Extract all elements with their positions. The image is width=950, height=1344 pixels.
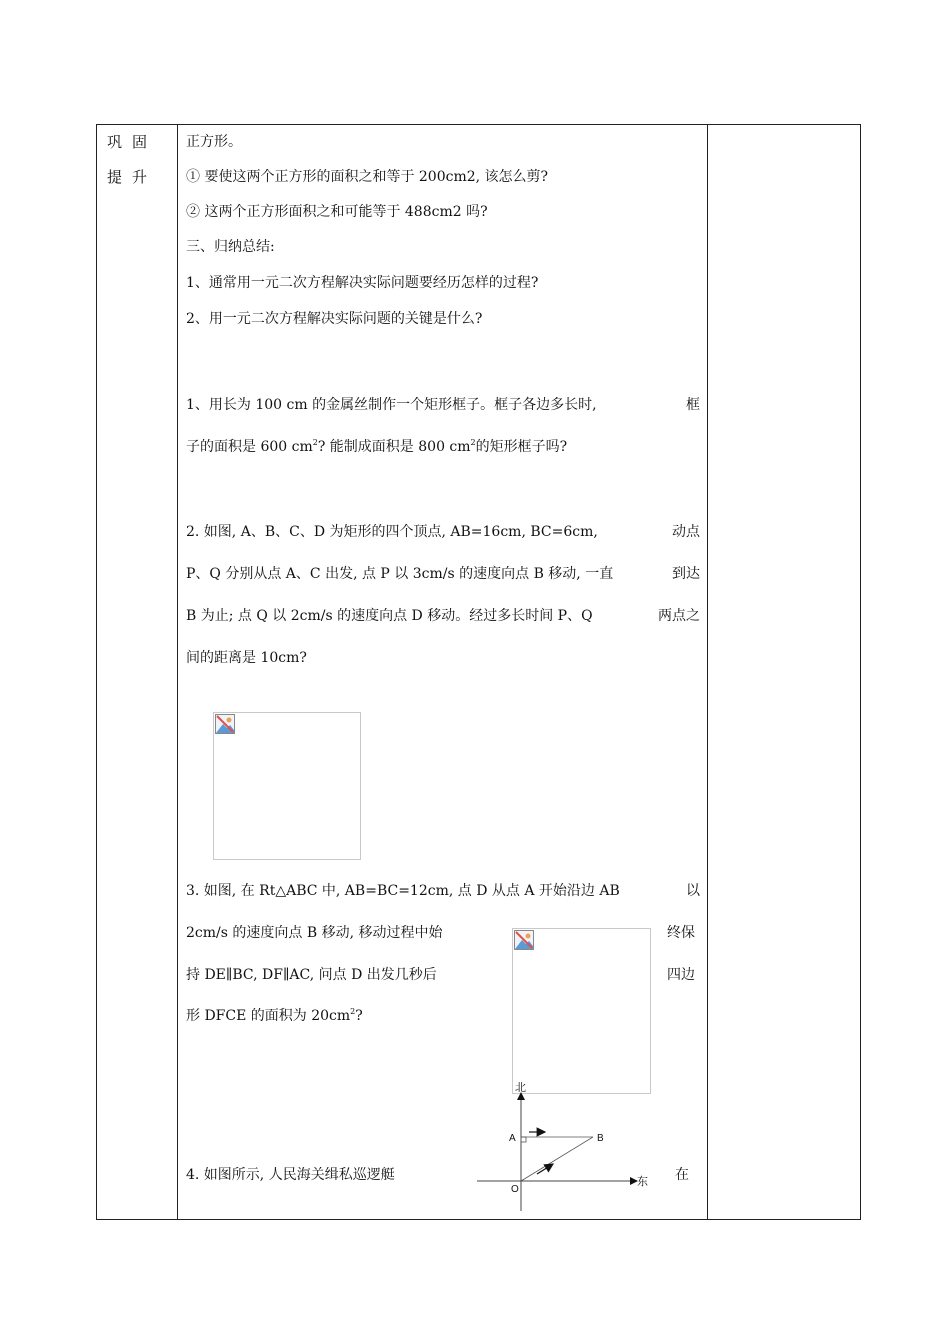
text-line: ① 要使这两个正方形的面积之和等于 200cm2, 该怎么剪?: [186, 169, 549, 185]
column-divider-1: [177, 125, 178, 1219]
figure-placeholder-triangle: [512, 928, 651, 1094]
navigation-figure: [477, 1075, 677, 1215]
east-label: 东: [637, 1176, 648, 1188]
column-divider-2: [707, 125, 708, 1219]
problem3-line2-end: 终保: [667, 925, 695, 941]
arrow-o: [537, 1164, 553, 1174]
right-angle-mark: [521, 1137, 526, 1142]
text-line: 2、用一元二次方程解决实际问题的关键是什么?: [186, 311, 483, 327]
problem3-line1: 3. 如图, 在 Rt△ABC 中, AB=BC=12cm, 点 D 从点 A 开始沿边 AB 以: [186, 883, 700, 899]
broken-image-icon: [215, 714, 235, 734]
row-label-line1: 巩固: [107, 133, 158, 151]
point-o-label: O: [511, 1184, 519, 1195]
figure-placeholder-rectangle: [213, 712, 361, 860]
segment-ob: [521, 1137, 593, 1181]
problem2-line4: 间的距离是 10cm?: [186, 650, 307, 666]
lesson-table: [96, 124, 861, 1220]
point-a-label: A: [509, 1133, 516, 1144]
north-label: 北: [515, 1082, 526, 1094]
text-line: 三、归纳总结:: [186, 239, 275, 255]
problem4-line1-end: 在: [675, 1167, 689, 1183]
problem3-line4: 形 DFCE 的面积为 $20cm^2$?: [186, 1007, 363, 1024]
text-line: 1、通常用一元二次方程解决实际问题要经历怎样的过程?: [186, 275, 539, 291]
problem3-line3-start: 持 DE∥BC, DF∥AC, 问点 D 出发几秒后: [186, 967, 437, 983]
problem3-line2-start: 2cm/s 的速度向点 B 移动, 移动过程中始: [186, 925, 443, 941]
problem4-line1-start: 4. 如图所示, 人民海关缉私巡逻艇: [186, 1167, 395, 1183]
problem1-line1: 1、用长为 100 cm 的金属丝制作一个矩形框子。框子各边多长时, 框: [186, 397, 700, 413]
problem2-line1: 2. 如图, A、B、C、D 为矩形的四个顶点, AB=16cm, BC=6cm, 动点: [186, 524, 700, 540]
broken-image-icon: [514, 930, 534, 950]
problem1-line2: 子的面积是 600 $cm^2$? 能制成面积是 800 $cm^2$的矩形框子吗?: [186, 438, 568, 455]
problem2-line3: B 为止; 点 Q 以 2cm/s 的速度向点 D 移动。经过多长时间 P、Q 两点之: [186, 608, 700, 624]
text-line: ② 这两个正方形面积之和可能等于 488cm2 吗?: [186, 204, 488, 220]
row-label-line2: 提升: [107, 168, 158, 186]
problem2-line2: P、Q 分别从点 A、C 出发, 点 P 以 3cm/s 的速度向点 B 移动, 一直 到达: [186, 566, 700, 582]
point-b-label: B: [597, 1133, 604, 1144]
problem3-line3-end: 四边: [667, 967, 695, 983]
text-line: 正方形。: [186, 134, 242, 150]
